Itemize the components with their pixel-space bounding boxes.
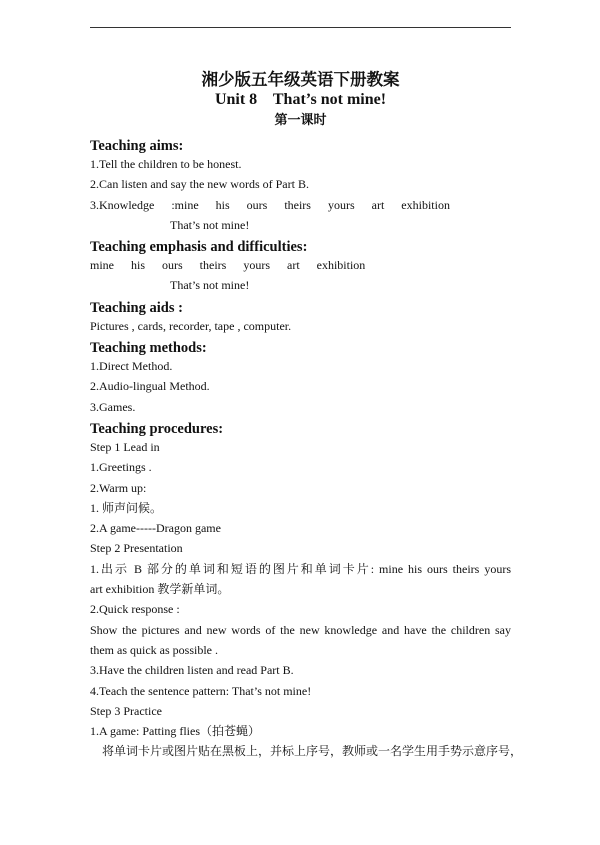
aims-line-1: 1.Tell the children to be honest. [90,157,242,171]
aids-heading: Teaching aids : [90,299,183,316]
methods-line-1: 1.Direct Method. [90,359,173,374]
lesson-title: 第一课时 [274,112,327,127]
methods-line-3: 3.Games. [90,399,136,414]
aims-line-2: 2.Can listen and say the new words of Part B. [90,177,309,192]
step-2-item-5: 4.Teach the sentence pattern: That’s not mine! [90,683,312,698]
step-2-title: Step 2 Presentation [90,541,183,556]
step-2-item-1b: art exhibition 教学新单词。 [90,582,230,597]
step-3-title: Step 3 Practice [90,703,162,718]
step-1-title: Step 1 Lead in [90,439,160,454]
emphasis-line-2: That’s not mine! [170,278,250,293]
step-1-item-1: 1.Greetings . [90,460,152,475]
aims-heading: Teaching aims: [90,138,184,154]
step-2-item-1a: 1.出示 B 部分的单词和短语的图片和单词卡片: mine his ours theirs yours [90,561,511,576]
unit-title: Unit 8 That’s not mine! [214,91,387,108]
header-rule [90,27,511,28]
step-1-item-4: 2.A game-----Dragon game [90,521,221,536]
step-3-item-1: 1.A game: Patting flies（拍苍蝇） [90,724,260,739]
document-body [90,70,523,764]
emphasis-heading: Teaching emphasis and difficulties: [90,239,308,256]
aids-line-1: Pictures , cards, recorder, tape , computer. [90,318,292,333]
document-title: 湘少版五年级英语下册教案 [201,70,400,89]
step-2-item-3b: them as quick as possible . [90,642,218,657]
step-1-item-2: 2.Warm up: [90,480,147,495]
methods-heading: Teaching methods: [90,340,207,357]
methods-line-2: 2.Audio-lingual Method. [90,379,210,394]
step-2-item-4: 3.Have the children listen and read Part B. [90,663,294,678]
aims-line-3: 3.Knowledge :mine his ours theirs yours art exhibition [90,197,450,212]
step-2-item-2: 2.Quick response : [90,602,180,617]
emphasis-line-1: mine his ours theirs yours art exhibition [90,258,366,273]
step-2-item-3a: Show the pictures and new words of the new knowledge and have the children say [90,622,511,637]
aims-line-4: That’s not mine! [170,217,250,232]
procedures-heading: Teaching procedures: [90,420,224,437]
step-1-item-3: 1. 师声问候。 [90,500,163,515]
step-3-item-2: 将单词卡片或图片贴在黑板上，并标上序号，教师或一名学生用手势示意序号， [102,744,523,759]
